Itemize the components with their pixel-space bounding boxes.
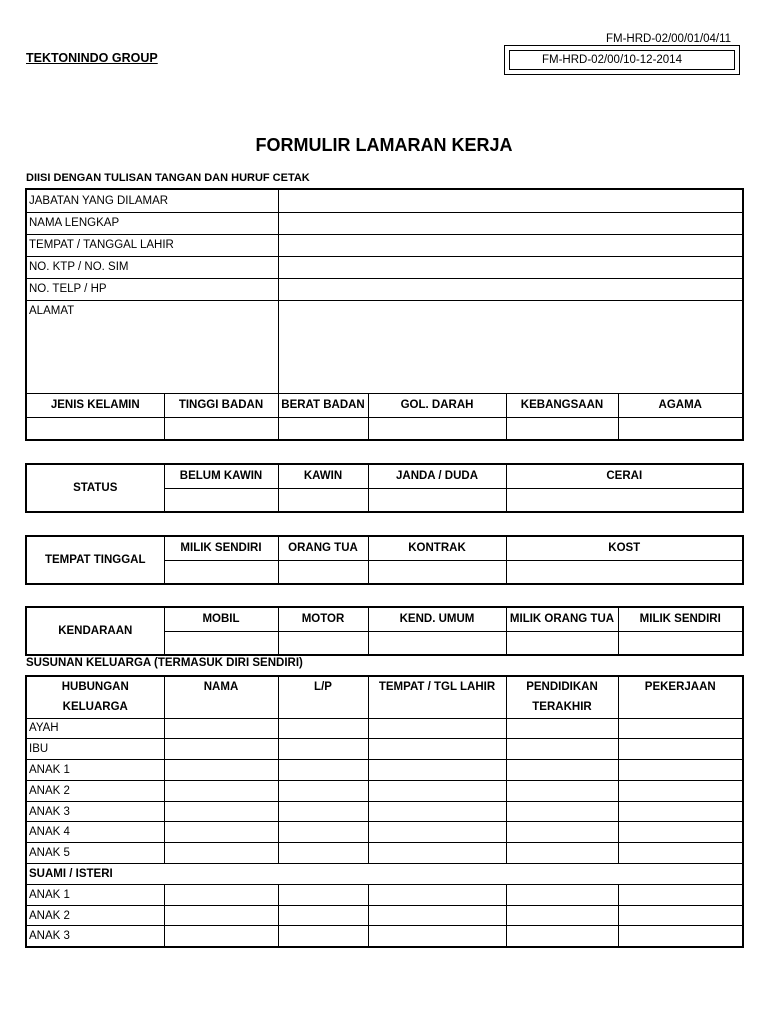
family-cell-name[interactable]	[164, 718, 278, 739]
family-row-label-parents-5: ANAK 4	[26, 822, 164, 843]
family-cell-education[interactable]	[506, 718, 618, 739]
family-cell-gender[interactable]	[278, 801, 368, 822]
family-col-education-line2: TERAKHIR	[532, 701, 592, 714]
family-cell-birth[interactable]	[368, 739, 506, 760]
family-cell-name[interactable]	[164, 760, 278, 781]
family-cell-birth[interactable]	[368, 884, 506, 905]
residence-input-parents[interactable]	[278, 560, 368, 584]
document-code-top: FM-HRD-02/00/01/04/11	[606, 33, 732, 45]
attr-header-religion: AGAMA	[618, 393, 743, 417]
field-label-id-number: NO. KTP / NO. SIM	[26, 256, 278, 278]
form-instruction: DIISI DENGAN TULISAN TANGAN DAN HURUF CETAK	[26, 172, 310, 184]
family-cell-occupation[interactable]	[618, 905, 743, 926]
family-row-label-spouse-0: ANAK 1	[26, 884, 164, 905]
family-row-label-parents-4: ANAK 3	[26, 801, 164, 822]
vehicle-table	[25, 606, 744, 656]
family-cell-education[interactable]	[506, 843, 618, 864]
family-row-label-parents-0: AYAH	[26, 718, 164, 739]
family-cell-gender[interactable]	[278, 780, 368, 801]
status-option-single: BELUM KAWIN	[164, 464, 278, 488]
family-cell-education[interactable]	[506, 739, 618, 760]
family-row	[26, 760, 743, 781]
family-cell-occupation[interactable]	[618, 739, 743, 760]
family-cell-gender[interactable]	[278, 843, 368, 864]
residence-label: TEMPAT TINGGAL	[26, 536, 164, 584]
vehicle-input-public[interactable]	[368, 631, 506, 655]
family-cell-occupation[interactable]	[618, 843, 743, 864]
family-col-relation	[26, 676, 164, 718]
vehicle-input-own[interactable]	[618, 631, 743, 655]
family-col-relation-line1: HUBUNGAN	[61, 681, 129, 694]
family-cell-birth[interactable]	[368, 718, 506, 739]
family-section-heading: SUSUNAN KELUARGA (TERMASUK DIRI SENDIRI)	[26, 657, 303, 669]
attr-input-blood-type[interactable]	[368, 417, 506, 440]
vehicle-input-car[interactable]	[164, 631, 278, 655]
family-cell-occupation[interactable]	[618, 884, 743, 905]
family-row	[26, 780, 743, 801]
family-cell-education[interactable]	[506, 905, 618, 926]
family-cell-gender[interactable]	[278, 884, 368, 905]
field-label-position: JABATAN YANG DILAMAR	[26, 189, 278, 212]
attr-header-gender: JENIS KELAMIN	[26, 393, 164, 417]
family-cell-education[interactable]	[506, 801, 618, 822]
residence-input-rent[interactable]	[368, 560, 506, 584]
vehicle-option-public: KEND. UMUM	[368, 607, 506, 631]
status-option-married: KAWIN	[278, 464, 368, 488]
family-row-label-parents-2: ANAK 1	[26, 760, 164, 781]
family-spouse-section-label: SUAMI / ISTERI	[26, 864, 743, 885]
family-cell-name[interactable]	[164, 780, 278, 801]
family-cell-education[interactable]	[506, 884, 618, 905]
residence-input-own[interactable]	[164, 560, 278, 584]
family-row	[26, 822, 743, 843]
family-cell-name[interactable]	[164, 843, 278, 864]
status-input-married[interactable]	[278, 488, 368, 512]
family-cell-gender[interactable]	[278, 718, 368, 739]
status-input-divorced[interactable]	[506, 488, 743, 512]
family-cell-occupation[interactable]	[618, 926, 743, 947]
vehicle-option-car: MOBIL	[164, 607, 278, 631]
family-cell-birth[interactable]	[368, 822, 506, 843]
field-input-birth-place-date[interactable]	[278, 234, 743, 256]
family-row-label-parents-3: ANAK 2	[26, 780, 164, 801]
family-row-label-spouse-1: ANAK 2	[26, 905, 164, 926]
field-input-id-number[interactable]	[278, 256, 743, 278]
family-cell-education[interactable]	[506, 760, 618, 781]
status-label: STATUS	[26, 464, 164, 512]
document-code-box: FM-HRD-02/00/10-12-2014	[509, 50, 735, 70]
family-cell-name[interactable]	[164, 739, 278, 760]
attr-header-height: TINGGI BADAN	[164, 393, 278, 417]
family-table	[25, 675, 744, 948]
family-cell-name[interactable]	[164, 905, 278, 926]
field-input-position[interactable]	[278, 189, 743, 212]
family-cell-name[interactable]	[164, 801, 278, 822]
family-cell-occupation[interactable]	[618, 780, 743, 801]
family-cell-occupation[interactable]	[618, 760, 743, 781]
status-input-widowed[interactable]	[368, 488, 506, 512]
family-row	[26, 718, 743, 739]
status-option-divorced: CERAI	[506, 464, 743, 488]
family-col-gender: L/P	[278, 676, 368, 718]
vehicle-option-motorbike: MOTOR	[278, 607, 368, 631]
family-cell-birth[interactable]	[368, 760, 506, 781]
residence-table	[25, 535, 744, 585]
family-col-education	[506, 676, 618, 718]
vehicle-input-motorbike[interactable]	[278, 631, 368, 655]
family-cell-gender[interactable]	[278, 926, 368, 947]
attr-input-nationality[interactable]	[506, 417, 618, 440]
family-cell-name[interactable]	[164, 822, 278, 843]
status-table	[25, 463, 744, 513]
vehicle-label: KENDARAAN	[26, 607, 164, 655]
field-label-full-name: NAMA LENGKAP	[26, 212, 278, 234]
family-row	[26, 926, 743, 947]
family-cell-birth[interactable]	[368, 905, 506, 926]
family-cell-birth[interactable]	[368, 926, 506, 947]
field-input-full-name[interactable]	[278, 212, 743, 234]
family-cell-gender[interactable]	[278, 739, 368, 760]
residence-option-rent: KONTRAK	[368, 536, 506, 560]
family-spouse-section-row	[26, 864, 743, 885]
family-col-relation-line2: KELUARGA	[62, 701, 128, 714]
family-cell-education[interactable]	[506, 926, 618, 947]
residence-option-own: MILIK SENDIRI	[164, 536, 278, 560]
family-row-label-parents-1: IBU	[26, 739, 164, 760]
attr-input-weight[interactable]	[278, 417, 368, 440]
family-cell-occupation[interactable]	[618, 822, 743, 843]
status-input-single[interactable]	[164, 488, 278, 512]
family-cell-name[interactable]	[164, 926, 278, 947]
family-row	[26, 905, 743, 926]
family-cell-gender[interactable]	[278, 760, 368, 781]
family-cell-birth[interactable]	[368, 780, 506, 801]
residence-option-boarding: KOST	[506, 536, 743, 560]
status-option-widowed: JANDA / DUDA	[368, 464, 506, 488]
family-row	[26, 739, 743, 760]
family-col-name: NAMA	[164, 676, 278, 718]
family-cell-education[interactable]	[506, 822, 618, 843]
family-row	[26, 884, 743, 905]
family-cell-gender[interactable]	[278, 905, 368, 926]
attr-input-religion[interactable]	[618, 417, 743, 440]
attr-header-blood-type: GOL. DARAH	[368, 393, 506, 417]
attr-input-height[interactable]	[164, 417, 278, 440]
vehicle-option-own: MILIK SENDIRI	[618, 607, 743, 631]
family-row-label-parents-6: ANAK 5	[26, 843, 164, 864]
residence-input-boarding[interactable]	[506, 560, 743, 584]
family-row-label-spouse-2: ANAK 3	[26, 926, 164, 947]
field-input-phone[interactable]	[278, 278, 743, 300]
field-input-address[interactable]	[278, 300, 743, 393]
family-cell-occupation[interactable]	[618, 801, 743, 822]
field-label-address: ALAMAT	[26, 300, 278, 393]
form-title: FORMULIR LAMARAN KERJA	[255, 135, 513, 155]
family-cell-birth[interactable]	[368, 843, 506, 864]
field-label-birth-place-date: TEMPAT / TANGGAL LAHIR	[26, 234, 278, 256]
personal-data-table	[25, 188, 744, 441]
family-cell-birth[interactable]	[368, 801, 506, 822]
attr-header-nationality: KEBANGSAAN	[506, 393, 618, 417]
attr-header-weight: BERAT BADAN	[278, 393, 368, 417]
family-cell-name[interactable]	[164, 884, 278, 905]
family-cell-occupation[interactable]	[618, 718, 743, 739]
company-name: TEKTONINDO GROUP	[26, 51, 158, 65]
vehicle-option-parents-own: MILIK ORANG TUA	[506, 607, 618, 631]
family-row	[26, 843, 743, 864]
family-col-birth: TEMPAT / TGL LAHIR	[368, 676, 506, 718]
family-col-occupation: PEKERJAAN	[618, 676, 743, 718]
family-row	[26, 801, 743, 822]
family-header-row	[26, 676, 743, 718]
vehicle-input-parents-own[interactable]	[506, 631, 618, 655]
family-col-education-line1: PENDIDIKAN	[526, 681, 598, 694]
family-cell-gender[interactable]	[278, 822, 368, 843]
family-cell-education[interactable]	[506, 780, 618, 801]
residence-option-parents: ORANG TUA	[278, 536, 368, 560]
field-label-phone: NO. TELP / HP	[26, 278, 278, 300]
attr-input-gender[interactable]	[26, 417, 164, 440]
